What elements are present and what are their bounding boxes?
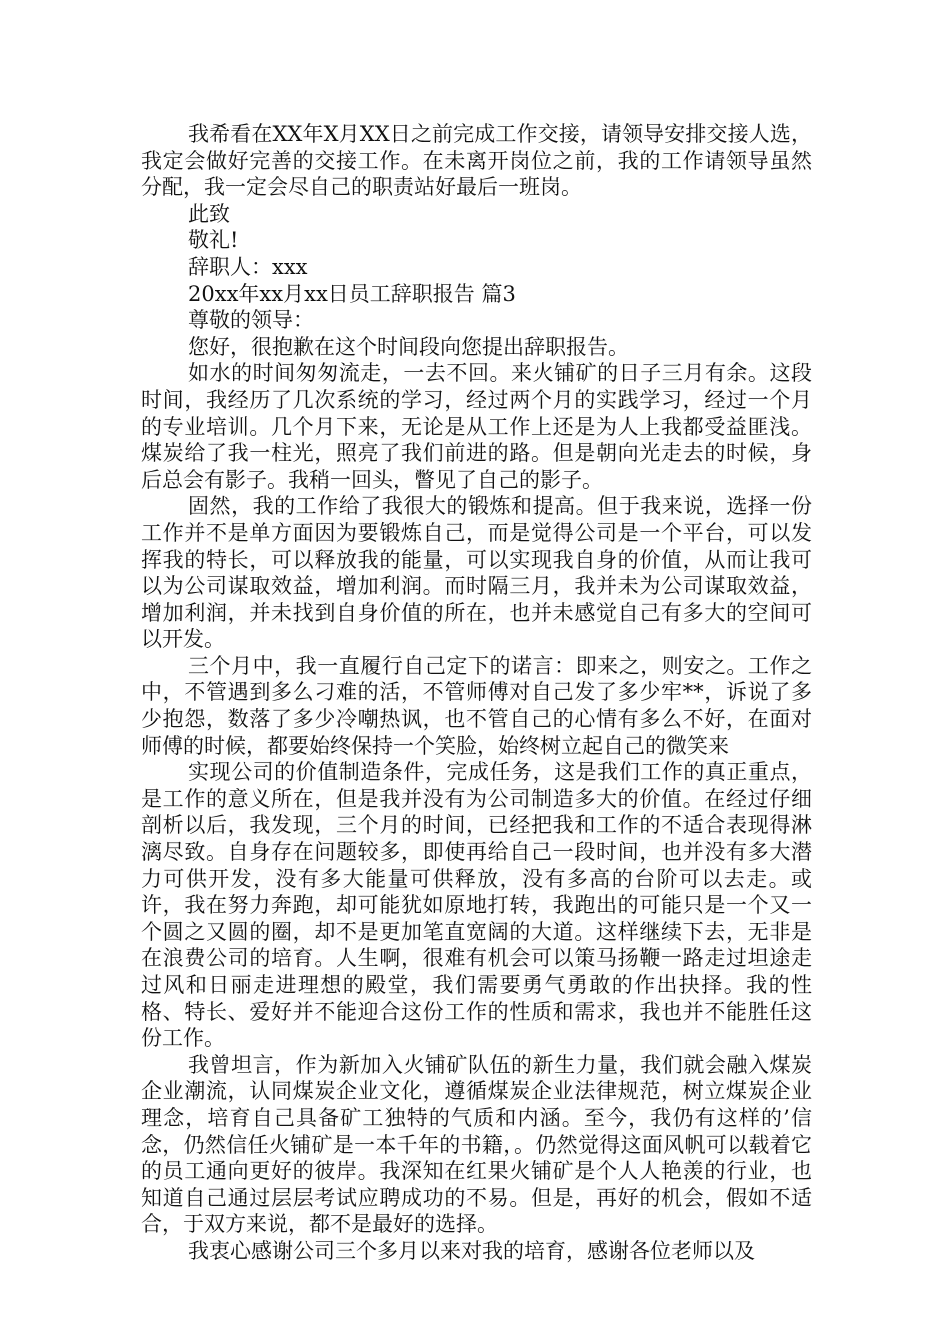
closing-jingli: 敬礼! (188, 228, 239, 253)
signature-line: 辞职人：xxx (188, 254, 308, 279)
section-heading: 20xx年xx月xx日员工辞职报告 篇3 (188, 281, 516, 306)
paragraph-value: 实现公司的价值制造条件，完成任务，这是我们工作的真正重点，是工作的意义所在，但是我并没有为公司制造多大的价值。在经过仔细剖析以后，我发现，三个月的时间，已经把我和工作的不适合表现得淋漓尽致。自身存在问题较多，即使再给自己一段时间，也并没有多大潜力可供开发，没有多大能量可供释放，没有多高的台阶可以去走。或许，我在努力奔跑，却可能犹如原地打转，我跑出的可能只是一个又一个圆之又圆的圈，却不是更加笔直宽阔的大道。这样继续下去，无非是在浪费公司的培育。人生啊，很难有机会可以策马扬鞭一路走过坦途走过风和日丽走进理想的殿堂，我们需要勇气勇敢的作出抉择。我的性格、特长、爱好并不能迎合这份工作的性质和需求，我也并不能胜任这份工作。 (141, 760, 812, 1051)
salutation: 尊敬的领导： (188, 308, 314, 333)
paragraph-time-flows: 如水的时间匆匆流走，一去不回。来火铺矿的日子三月有余。这段时间，我经历了几次系统的学习，经过两个月的实践学习，经过一个月的专业培训。几个月下来，无论是从工作上还是为人上我都受益匪浅。煤炭给了我一柱光，照亮了我们前进的路。但是朝向光走去的时候，身后总会有影子。我稍一回头，瞥见了自己的影子。 (141, 361, 812, 492)
closing-cizhi: 此致 (188, 201, 230, 226)
paragraph-promise: 三个月中，我一直履行自己定下的诺言：即来之，则安之。工作之中，不管遇到多么刁难的活，不管师傅对自己发了多少牢**，诉说了多少抱怨，数落了多少冷嘲热讽，也不管自己的心情有多么不好，在面对师傅的时候，都要始终保持一个笑脸，始终树立起自己的微笑来 (141, 653, 812, 758)
paragraph-thanks: 我衷心感谢公司三个多月以来对我的培育，感谢各位老师以及 (188, 1238, 755, 1263)
paragraph-handover: 我希看在XX年X月XX日之前完成工作交接，请领导安排交接人选，我定会做好完善的交接工作。在未离开岗位之前，我的工作请领导虽然分配，我一定会尽自己的职责站好最后一班岗。 (141, 122, 812, 200)
paragraph-belief: 我曾坦言，作为新加入火铺矿队伍的新生力量，我们就会融入煤炭企业潮流，认同煤炭企业文化，遵循煤炭企业法律规范，树立煤炭企业理念，培育自己具备矿工独特的气质和内涵。至今，我仍有这样的’信念，仍然信任火铺矿是一本千年的书籍，。仍然觉得这面风帆可以载着它的员工通向更好的彼岸。我深知在红果火铺矿是个人人艳羡的行业，也知道自己通过层层考试应聘成功的不易。但是，再好的机会，假如不适合，于双方来说，都不是最好的选择。 (141, 1052, 812, 1237)
greeting: 您好，很抱歉在这个时间段向您提出辞职报告。 (188, 334, 629, 359)
paragraph-training: 固然，我的工作给了我很大的锻炼和提高。但于我来说，选择一份工作并不是单方面因为要锻炼自己，而是觉得公司是一个平台，可以发挥我的特长，可以释放我的能量，可以实现我自身的价值，从而让我可以为公司谋取效益，增加利润。而时隔三月，我并未为公司谋取效益，增加利润，并未找到自身价值的所在，也并未感觉自己有多大的空间可以开发。 (141, 494, 812, 652)
document-body (141, 121, 812, 1265)
